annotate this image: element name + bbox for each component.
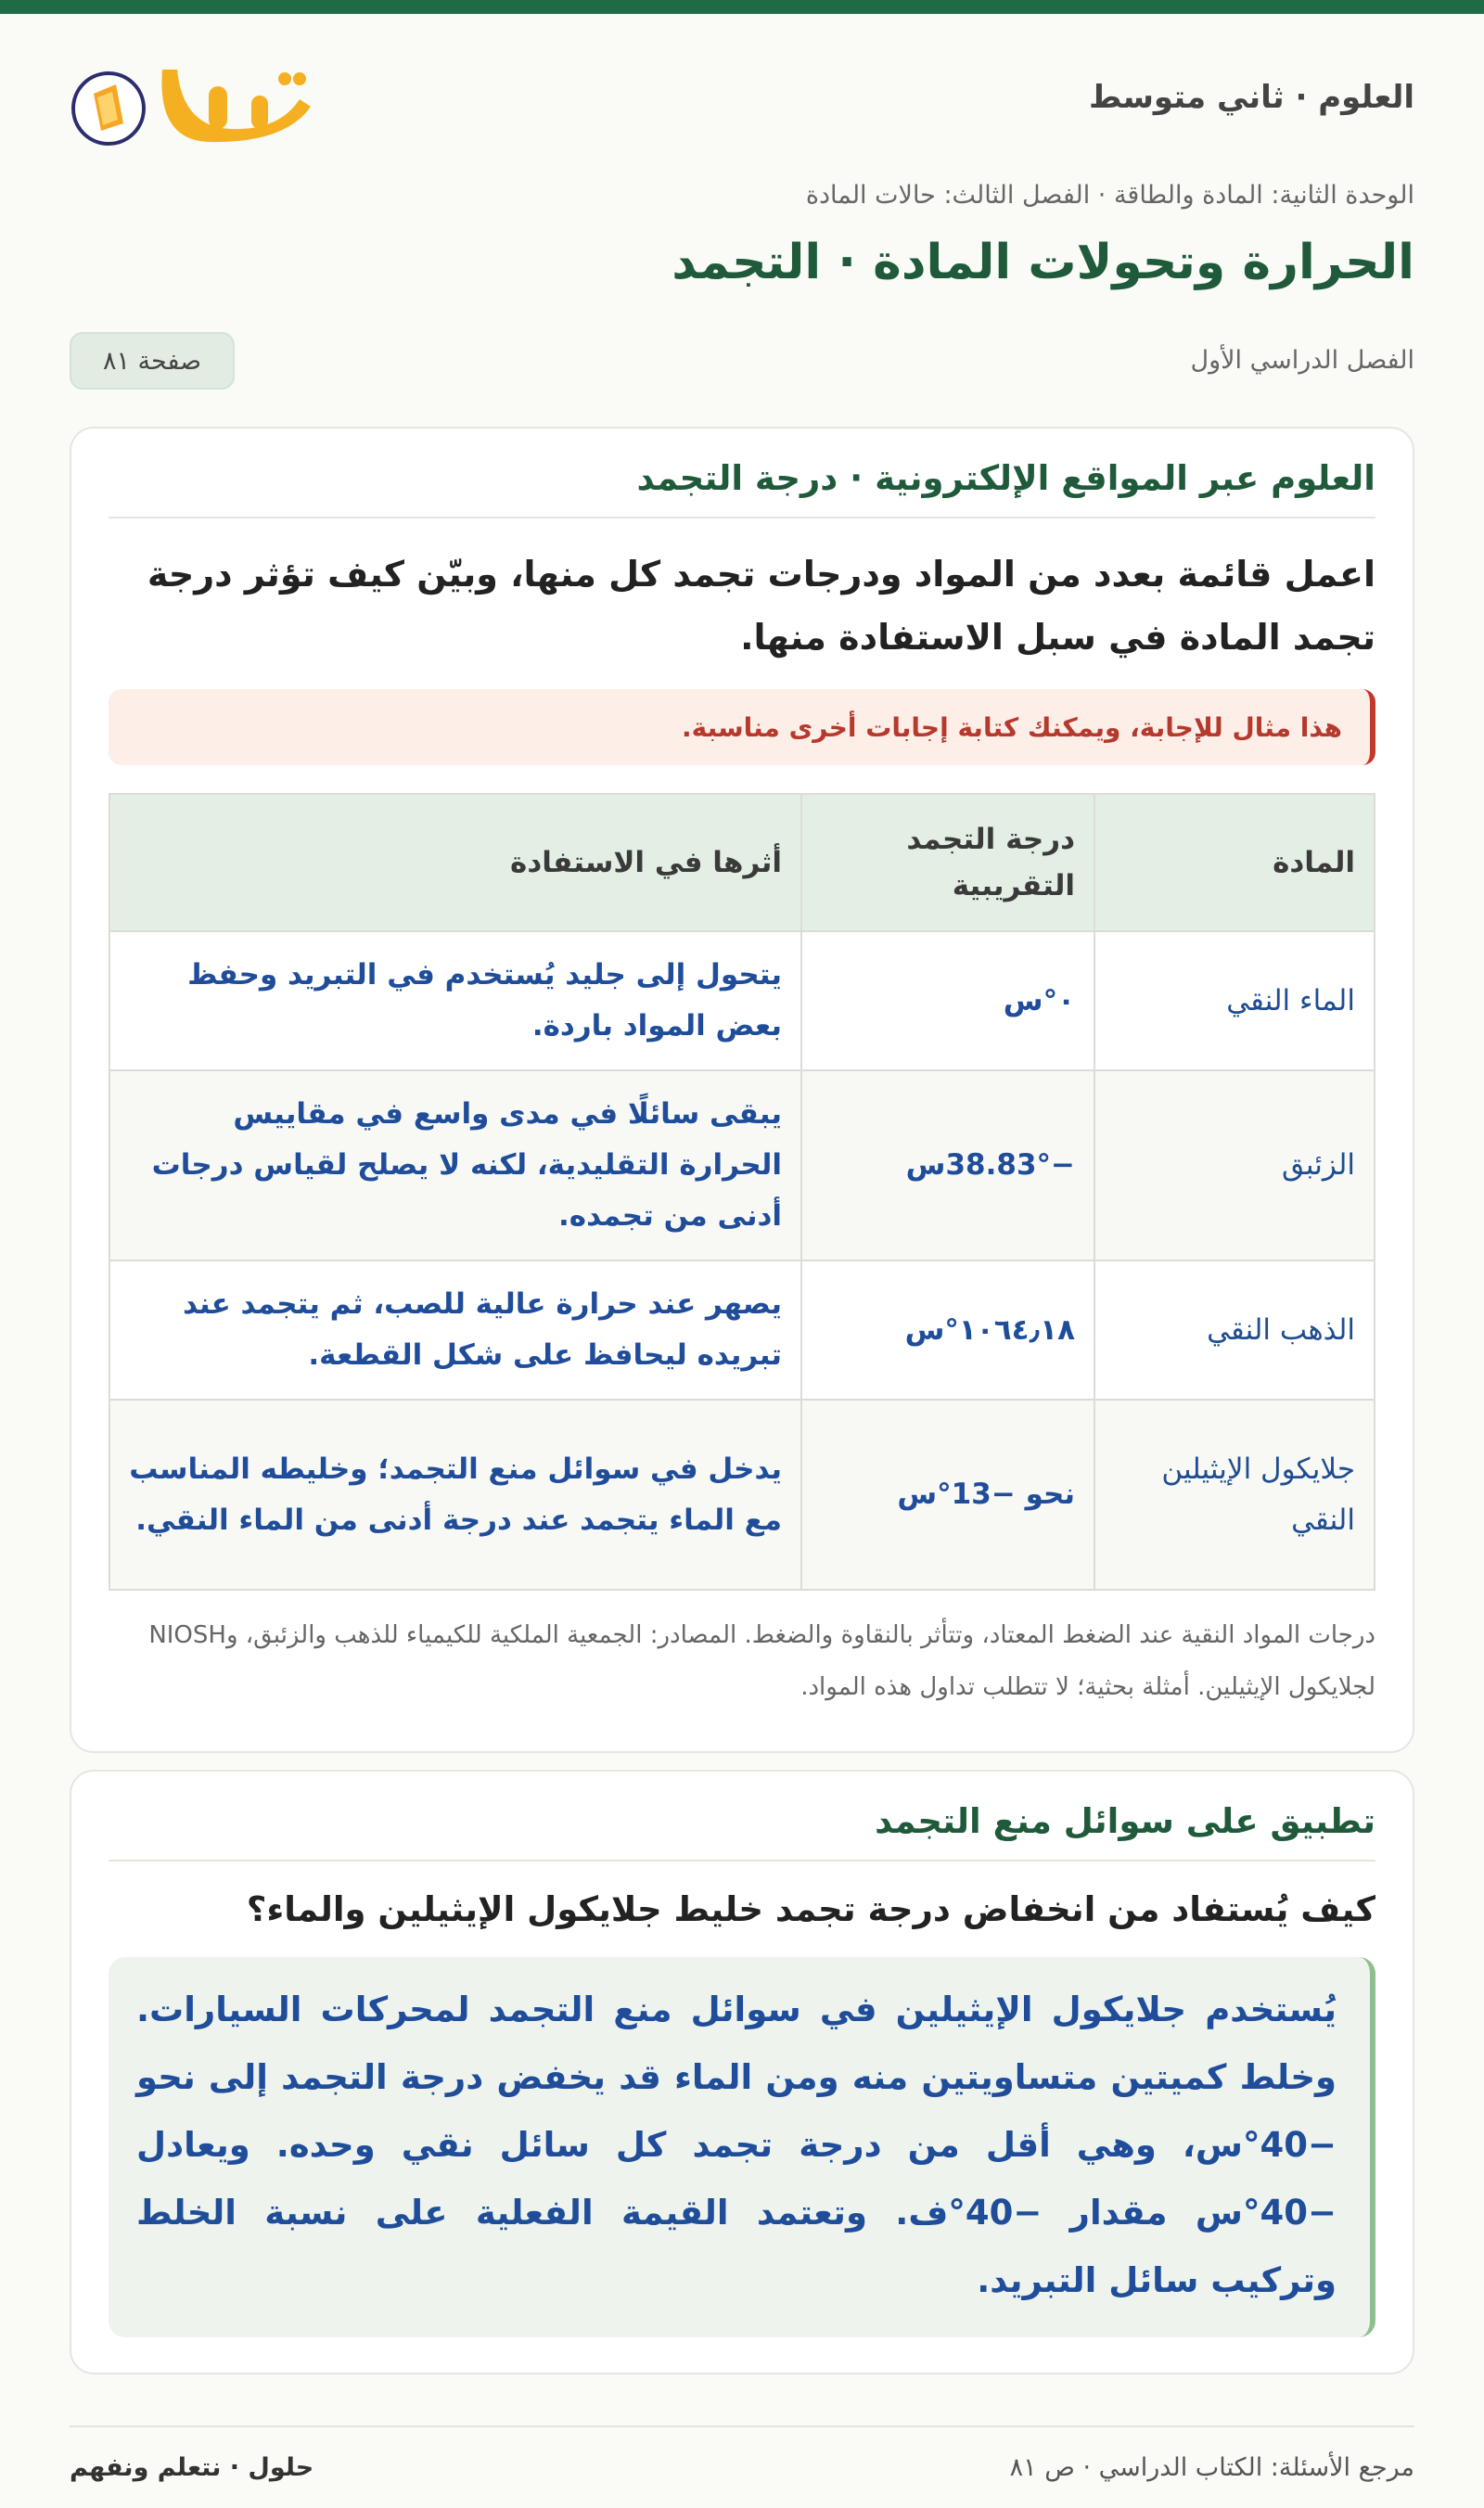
antifreeze-card [70,1770,1414,2374]
table-row [109,1070,1375,1260]
subject-label: العلوم · ثاني متوسط [1089,79,1414,116]
column-header-temp: درجة التجمد التقريبية [801,794,1094,931]
table-row [109,931,1375,1070]
card-title: العلوم عبر المواقع الإلكترونية · درجة التجمد [109,458,1375,518]
freezing-point-cell: −38.83°س [801,1070,1094,1260]
substance-cell: جلايكول الإيثيلين النقي [1094,1400,1375,1590]
use-cell: يصهر عند حرارة عالية للصب، ثم يتجمد عند تبريده ليحافظ على شكل القطعة. [109,1260,801,1400]
freezing-point-cell: ١٠٦٤٫١٨°س [801,1260,1094,1400]
question-text: اعمل قائمة بعدد من المواد ودرجات تجمد كل منها، وبيّن كيف تؤثر درجة تجمد المادة في سبل الاستفادة منها. [147,554,1375,658]
breadcrumb: الوحدة الثانية: المادة والطاقة · الفصل الثالث: حالات المادة [805,181,1414,210]
logo-graphic-icon [70,51,329,153]
note-text: هذا مثال للإجابة، ويمكنك كتابة إجابات أخرى مناسبة. [682,711,1342,743]
table-row [109,1260,1375,1400]
column-header-use: أثرها في الاستفادة [109,794,801,931]
page-number-badge: صفحة ٨١ [70,332,235,390]
freezing-point-cell: نحو −13°س [801,1400,1094,1590]
substance-cell: الذهب النقي [1094,1260,1375,1400]
page-title: الحرارة وتحولات المادة · التجمد [672,235,1414,290]
use-cell: يتحول إلى جليد يُستخدم في التبريد وحفظ بعض المواد باردة. [109,931,801,1070]
footer-reference: مرجع الأسئلة: الكتاب الدراسي · ص ٨١ [1009,2453,1414,2482]
column-header-substance: المادة [1094,794,1375,931]
freezing-point-table [109,793,1375,1591]
freezing-point-card [70,427,1414,1753]
semester-label: الفصل الدراسي الأول [1190,346,1414,375]
card-title: تطبيق على سوائل منع التجمد [109,1801,1375,1862]
table-header-row [109,794,1375,931]
use-cell: يدخل في سوائل منع التجمد؛ وخليطه المناسب مع الماء يتجمد عند درجة أدنى من الماء النقي. [109,1400,801,1590]
use-cell: يبقى سائلًا في مدى واسع في مقاييس الحرارة التقليدية، لكنه لا يصلح لقياس درجات أدنى من تجمده. [109,1070,801,1260]
freezing-point-cell: ٠°س [801,931,1094,1070]
question-text: كيف يُستفاد من انخفاض درجة تجمد خليط جلايكول الإيثيلين والماء؟ [246,1889,1375,1929]
brand-logo[interactable] [70,51,329,153]
footer-brand[interactable]: حلول · نتعلم ونفهم [70,2453,314,2482]
sample-answer-note [109,689,1375,765]
page-header [70,14,1414,172]
page [70,14,1414,2482]
top-accent-bar [0,0,1484,14]
substance-cell: الماء النقي [1094,931,1375,1070]
sources-note: درجات المواد النقية عند الضغط المعتاد، وتتأثر بالنقاوة والضغط. المصادر: الجمعية الملكية للكيمياء للذهب والزئبق، وNIOSH لجلايكول الإيثيلين. أمثلة بحثية؛ لا تتطلب تداول هذه المواد. [148,1621,1375,1701]
footer-divider [70,2425,1414,2427]
substance-cell: الزئبق [1094,1070,1375,1260]
answer-box [109,1957,1375,2337]
table-row [109,1400,1375,1590]
answer-text: يُستخدم جلايكول الإيثيلين في سوائل منع التجمد لمحركات السيارات. وخلط كميتين متساويتين منه ومن الماء قد يخفض درجة التجمد إلى نحو −40°س، وهي أقل من درجة تجمد كل سائل نقي وحده. ويعادل −40°س مقدار −40°ف. وتعتمد القيمة الفعلية على نسبة الخلط وتركيب سائل التبريد. [136,1990,1337,2300]
